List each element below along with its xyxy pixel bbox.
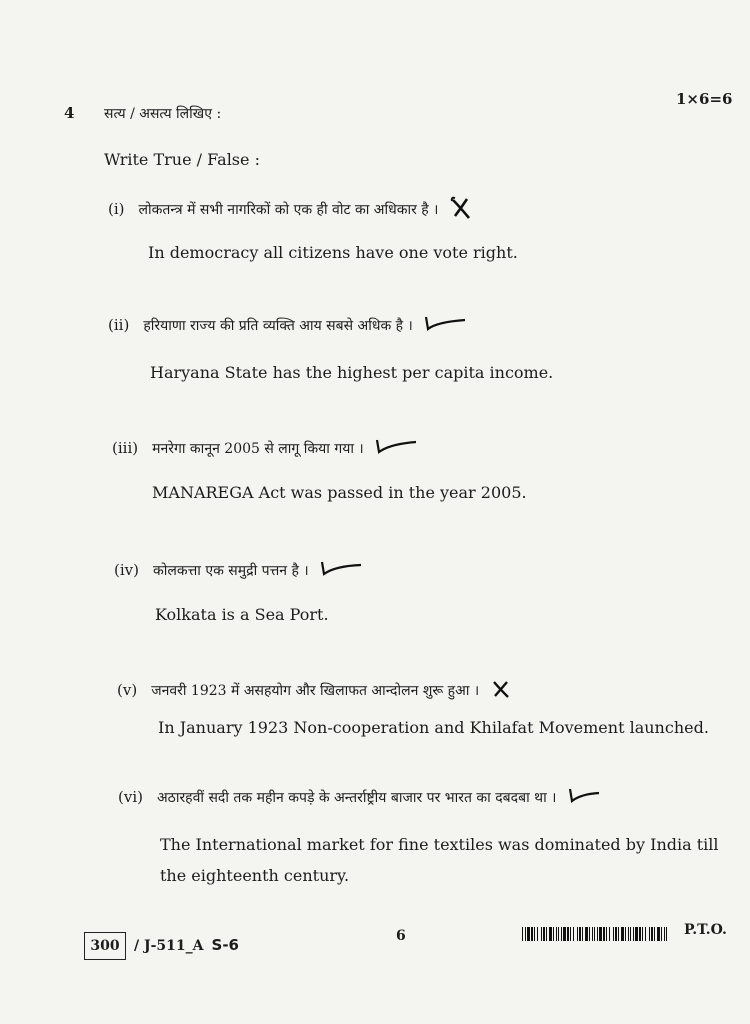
paper-code-suffix: S-6 (211, 936, 239, 954)
tick-mark-icon (374, 438, 418, 460)
tick-mark-icon (319, 560, 363, 582)
item-1-roman: (i) (108, 200, 125, 218)
item-1-hindi (108, 196, 475, 224)
item-3-roman: (iii) (112, 439, 139, 457)
cross-mark-icon (449, 196, 475, 224)
paper-count-box: 300 (84, 932, 126, 960)
item-1-hindi-text: लोकतन्त्र में सभी नागरिकों को एक ही वोट का अधिकार है । (138, 202, 439, 218)
pto-label: P.T.O. (684, 922, 727, 938)
item-6-roman: (vi) (118, 788, 143, 806)
item-4-hindi (114, 560, 363, 582)
item-5-hindi (117, 679, 512, 703)
item-2-hindi (108, 315, 467, 337)
question-number: 4 (64, 104, 75, 122)
barcode-icon (522, 926, 667, 940)
tick-mark-icon (423, 315, 467, 337)
item-6-hindi (118, 787, 601, 809)
item-3-english: MANAREGA Act was passed in the year 2005. (152, 483, 527, 502)
question-heading-english: Write True / False : (104, 150, 260, 169)
item-6-english-line2: the eighteenth century. (160, 866, 350, 885)
item-5-roman: (v) (117, 681, 138, 699)
item-3-hindi-text: मनरेगा कानून 2005 से लागू किया गया । (152, 441, 364, 457)
item-5-english: In January 1923 Non-cooperation and Khilafat Movement launched. (158, 718, 709, 737)
paper-code-text: / J-511_A (134, 938, 204, 954)
item-4-roman: (iv) (114, 561, 139, 579)
item-1-english: In democracy all citizens have one vote right. (148, 243, 518, 262)
marks-allocation: 1×6=6 (676, 90, 733, 108)
page-number: 6 (396, 928, 406, 944)
item-2-hindi-text: हरियाणा राज्य की प्रति व्यक्ति आय सबसे अधिक है । (143, 318, 413, 334)
cross-mark-icon (490, 679, 512, 703)
item-5-hindi-text: जनवरी 1923 में असहयोग और खिलाफत आन्दोलन शुरू हुआ । (151, 683, 480, 699)
item-2-roman: (ii) (108, 316, 130, 334)
item-2-english: Haryana State has the highest per capita income. (150, 363, 554, 382)
item-4-hindi-text: कोलकत्ता एक समुद्री पत्तन है । (152, 563, 309, 579)
item-3-hindi (112, 438, 418, 460)
item-6-hindi-text: अठारहवीं सदी तक महीन कपड़े के अन्तर्राष्ट्रीय बाजार पर भारत का दबदबा था । (156, 790, 557, 806)
question-heading-hindi: सत्य / असत्य लिखिए : (104, 106, 222, 122)
item-6-english-line1: The International market for fine textiles was dominated by India till (160, 835, 719, 854)
tick-mark-icon (567, 787, 601, 809)
item-4-english: Kolkata is a Sea Port. (155, 605, 329, 624)
paper-code (134, 936, 239, 954)
